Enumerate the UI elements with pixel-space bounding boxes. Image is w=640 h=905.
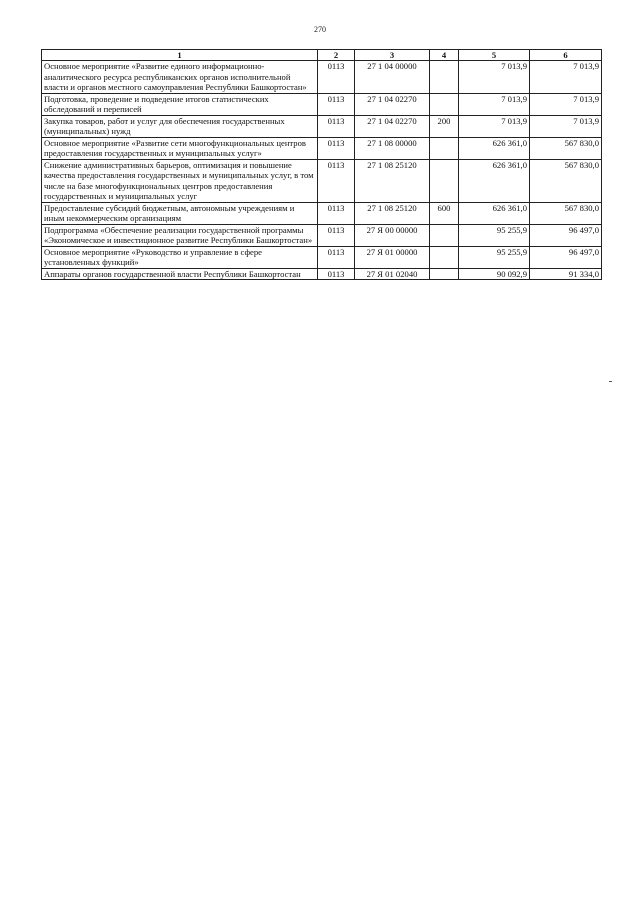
row-amount-col5: 626 361,0 [459, 137, 530, 159]
row-target-article: 27 Я 00 00000 [355, 224, 430, 246]
table-row [42, 61, 602, 94]
row-name: Предоставление субсидий бюджетным, автономным учреждениям и иным некоммерческим организациям [42, 202, 318, 224]
row-amount-col6: 7 013,9 [530, 61, 602, 94]
row-section-code: 0113 [318, 202, 355, 224]
row-name: Аппараты органов государственной власти Республики Башкортостан [42, 268, 318, 280]
row-expense-type: 600 [430, 202, 459, 224]
table-row [42, 202, 602, 224]
column-header-6: 6 [530, 50, 602, 61]
row-amount-col6: 567 830,0 [530, 202, 602, 224]
row-section-code: 0113 [318, 246, 355, 268]
row-amount-col5: 95 255,9 [459, 224, 530, 246]
row-amount-col6: 7 013,9 [530, 93, 602, 115]
column-header-3: 3 [355, 50, 430, 61]
row-amount-col6: 567 830,0 [530, 159, 602, 202]
column-header-4: 4 [430, 50, 459, 61]
row-section-code: 0113 [318, 268, 355, 280]
row-target-article: 27 Я 01 00000 [355, 246, 430, 268]
row-target-article: 27 1 08 00000 [355, 137, 430, 159]
row-amount-col5: 90 092,9 [459, 268, 530, 280]
row-section-code: 0113 [318, 93, 355, 115]
table-row [42, 159, 602, 202]
page-number: 270 [314, 25, 326, 34]
row-amount-col5: 626 361,0 [459, 159, 530, 202]
row-expense-type [430, 93, 459, 115]
row-expense-type [430, 159, 459, 202]
budget-table [41, 49, 602, 280]
row-target-article: 27 1 08 25120 [355, 159, 430, 202]
table-row [42, 137, 602, 159]
row-section-code: 0113 [318, 224, 355, 246]
row-name: Основное мероприятие «Развитие сети многофункциональных центров предоставления государственных и муниципальных услуг» [42, 137, 318, 159]
row-target-article: 27 Я 01 02040 [355, 268, 430, 280]
column-header-5: 5 [459, 50, 530, 61]
row-section-code: 0113 [318, 159, 355, 202]
row-target-article: 27 1 08 25120 [355, 202, 430, 224]
row-target-article: 27 1 04 02270 [355, 93, 430, 115]
row-amount-col5: 7 013,9 [459, 93, 530, 115]
table-header-row [42, 50, 602, 61]
row-amount-col5: 7 013,9 [459, 61, 530, 94]
row-name: Снижение административных барьеров, оптимизация и повышение качества предоставления государственных и муниципальных услуг, в том числе на базе многофункциональных центров предоставления государственных и муниципальных услуг [42, 159, 318, 202]
row-amount-col5: 95 255,9 [459, 246, 530, 268]
row-amount-col6: 96 497,0 [530, 224, 602, 246]
row-name: Закупка товаров, работ и услуг для обеспечения государственных (муниципальных) нужд [42, 115, 318, 137]
row-amount-col5: 626 361,0 [459, 202, 530, 224]
row-expense-type [430, 137, 459, 159]
row-section-code: 0113 [318, 115, 355, 137]
table-row [42, 268, 602, 280]
table-row [42, 246, 602, 268]
row-expense-type: 200 [430, 115, 459, 137]
row-expense-type [430, 268, 459, 280]
row-section-code: 0113 [318, 137, 355, 159]
row-name: Подпрограмма «Обеспечение реализации государственной программы «Экономическое и инвестиционное развитие Республики Башкортостан» [42, 224, 318, 246]
row-name: Основное мероприятие «Руководство и управление в сфере установленных функций» [42, 246, 318, 268]
scan-mark [609, 381, 612, 382]
table-row [42, 224, 602, 246]
row-amount-col6: 7 013,9 [530, 115, 602, 137]
row-expense-type [430, 246, 459, 268]
row-name: Подготовка, проведение и подведение итогов статистических обследований и переписей [42, 93, 318, 115]
row-amount-col6: 91 334,0 [530, 268, 602, 280]
column-header-1: 1 [42, 50, 318, 61]
row-target-article: 27 1 04 00000 [355, 61, 430, 94]
column-header-2: 2 [318, 50, 355, 61]
row-section-code: 0113 [318, 61, 355, 94]
row-amount-col6: 567 830,0 [530, 137, 602, 159]
row-expense-type [430, 224, 459, 246]
row-target-article: 27 1 04 02270 [355, 115, 430, 137]
table-row [42, 115, 602, 137]
row-name: Основное мероприятие «Развитие единого информационно-аналитического ресурса республиканских органов исполнительной власти и органов местного самоуправления Республики Башкортостан» [42, 61, 318, 94]
table-row [42, 93, 602, 115]
row-amount-col5: 7 013,9 [459, 115, 530, 137]
row-expense-type [430, 61, 459, 94]
row-amount-col6: 96 497,0 [530, 246, 602, 268]
